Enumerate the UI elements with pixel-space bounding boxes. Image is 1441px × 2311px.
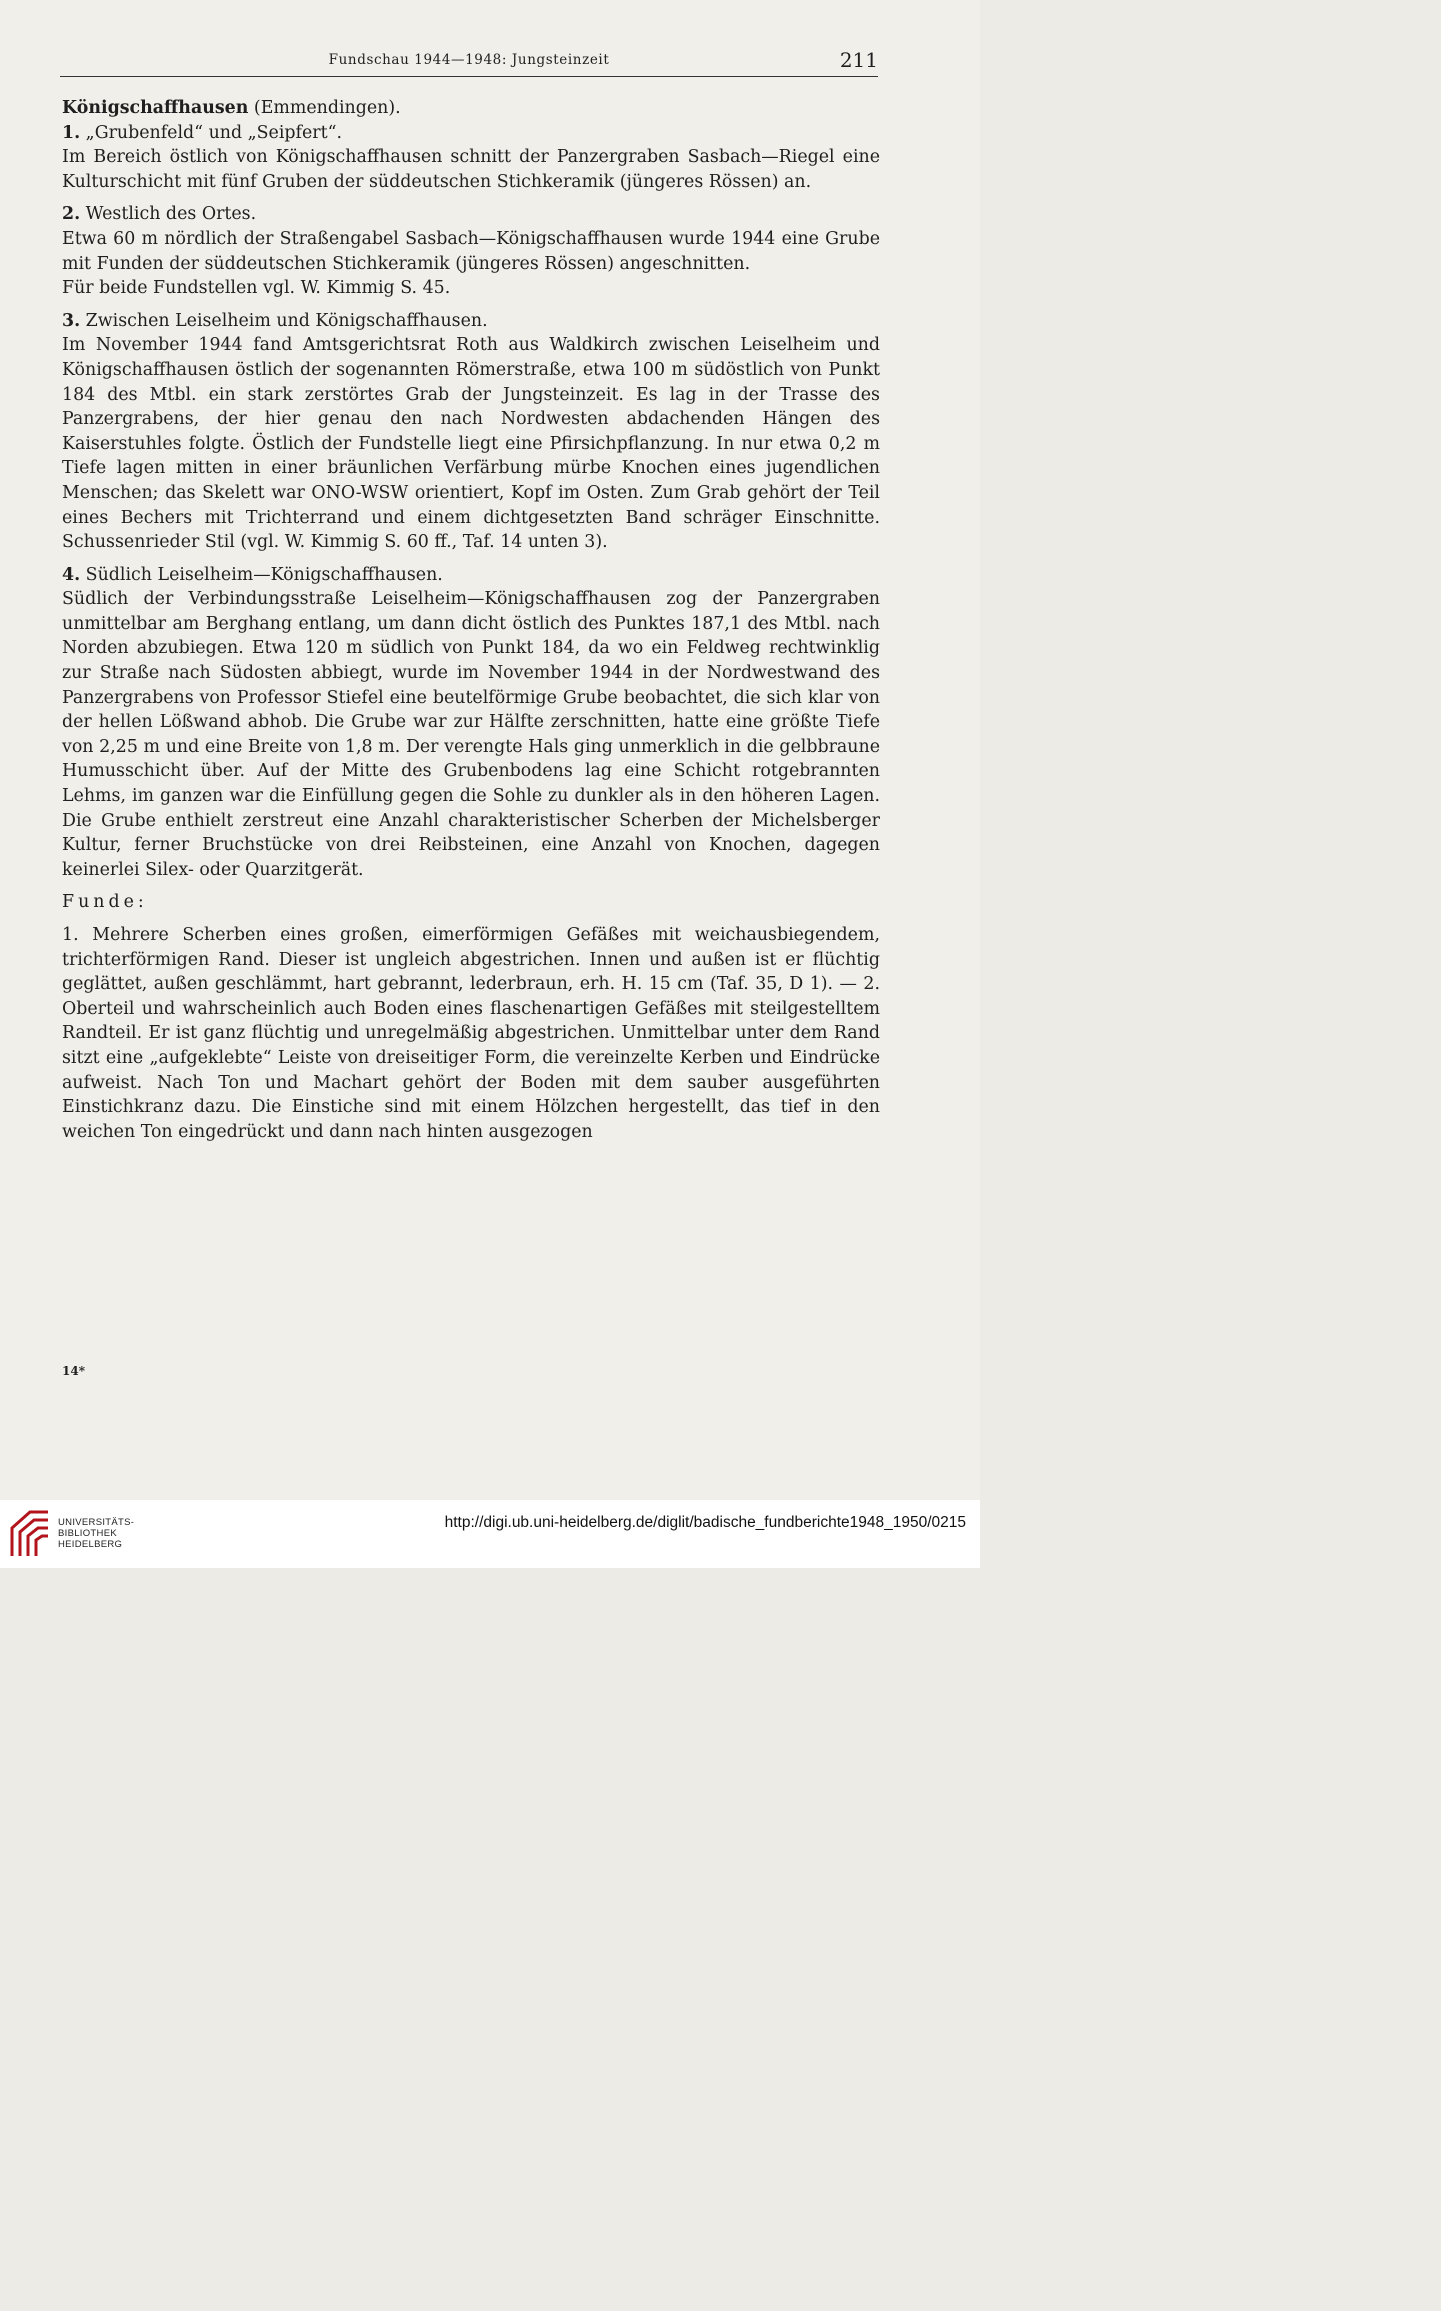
item-number: 1. [62,122,81,143]
article-body [62,96,880,1144]
running-title: Fundschau 1944—1948: Jungsteinzeit [328,52,610,68]
item-title: Westlich des Ortes. [80,204,257,225]
item-number: 4. [62,564,81,585]
item-number: 2. [62,204,81,225]
district-name: (Emmendingen). [248,98,401,118]
page-number: 211 [839,48,878,72]
item-heading-3 [62,309,880,334]
item-note-2: Für beide Fundstellen vgl. W. Kimmig S. 45. [62,278,451,299]
funde-heading: Funde: [62,892,148,913]
item-heading-2 [62,202,880,227]
item-number: 3. [62,310,81,331]
section-heading [62,96,880,121]
item-title: „Grubenfeld“ und „Seipfert“. [80,122,342,143]
digitization-footer [0,1500,980,1568]
document-page [0,0,980,1500]
item-text-3: Im November 1944 fand Amtsgerichtsrat Roth aus Waldkirch zwischen Leiselheim und Königschaffhausen östlich der sogenannten Römerstraße, etwa 100 m südöstlich von Punkt 184 des Mtbl. ein stark zerstörtes Grab der Jungsteinzeit. Es lag in der Trasse des Panzergrabens, der hier genau den nach Nordwesten abdachenden Hängen des Kaiserstuhles folgte. Östlich der Fundstelle liegt eine Pfirsichpflanzung. In nur etwa 0,2 m Tiefe lagen mitten in einer bräunlichen Verfärbung mürbe Knochen eines jugendlichen Menschen; das Skelett war ONO-WSW orientiert, Kopf im Osten. Zum Grab gehört der Teil eines Bechers mit Trichterrand und einem dichtgesetzten Band schräger Einschnitte. Schussenrieder Stil (vgl. W. Kimmig S. 60 ff., Taf. 14 unten 3). [62,335,880,553]
item-title: Südlich Leiselheim—Königschaffhausen. [80,564,443,585]
funde-text: 1. Mehrere Scherben eines großen, eimerförmigen Gefäßes mit weichausbiegendem, trichterförmigen Rand. Dieser ist ungleich abgestrichen. Innen und außen ist er flüchtig geglättet, außen geschlämmt, hart gebrannt, lederbraun, erh. H. 15 cm (Taf. 35, D 1). — 2. Oberteil und wahrscheinlich auch Boden eines flaschenartigen Gefäßes mit steilgestelltem Randteil. Er ist ganz flüchtig und unregelmäßig abgestrichen. Unmittelbar unter dem Rand sitzt eine „aufgeklebte“ Leiste von dreiseitiger Form, die vereinzelte Kerben und Eindrücke aufweist. Nach Ton und Machart gehört der Boden mit dem sauber ausgeführten Einstichkranz dazu. Die Einstiche sind mit einem Hölzchen hergestellt, das tief in den weichen Ton eingedrückt und dann nach hinten ausgezogen [62,925,880,1142]
ub-heidelberg-logo-icon [8,1508,54,1560]
library-name [58,1517,134,1550]
library-name-line: HEIDELBERG [58,1539,123,1550]
permalink-url[interactable]: http://digi.ub.uni-heidelberg.de/diglit/badische_fundberichte1948_1950/0215 [444,1514,966,1531]
item-title: Zwischen Leiselheim und Königschaffhausen. [80,310,488,331]
library-name-line: BIBLIOTHEK [58,1528,117,1539]
running-head [60,50,878,77]
library-name-line: UNIVERSITÄTS- [58,1517,135,1528]
item-text-2: Etwa 60 m nördlich der Straßengabel Sasbach—Königschaffhausen wurde 1944 eine Grube mit Funden der süddeutschen Stichkeramik (jüngeres Rössen) angeschnitten. [62,228,880,274]
place-name: Königschaffhausen [62,98,249,118]
item-heading-1 [62,121,880,146]
item-text-1: Im Bereich östlich von Königschaffhausen schnitt der Panzergraben Sasbach—Riegel eine Kulturschicht mit fünf Gruben der süddeutschen Stichkeramik (jüngeres Rössen) an. [62,147,880,192]
signature-mark: 14* [62,1364,85,1378]
item-text-4: Südlich der Verbindungsstraße Leiselheim—Königschaffhausen zog der Panzergraben unmittelbar am Berghang entlang, um dann dicht östlich des Punktes 187,1 des Mtbl. nach Norden abzubiegen. Etwa 120 m südlich von Punkt 184, da wo ein Feldweg rechtwinklig zur Straße nach Südosten abbiegt, wurde im November 1944 in der Nordwestwand des Panzergrabens von Professor Stiefel eine beutelförmige Grube beobachtet, die sich klar von der hellen Lößwand abhob. Die Grube war zur Hälfte zerschnitten, hatte eine größte Tiefe von 2,25 m und eine Breite von 1,8 m. Der verengte Hals ging unmerklich in die gelbbraune Humusschicht über. Auf der Mitte des Grubenbodens lag eine Schicht rotgebrannten Lehms, im ganzen war die Einfüllung gegen die Sohle zu dunkler als in den höheren Lagen. Die Grube enthielt zerstreut eine Anzahl charakteristischer Scherben der Michelsberger Kultur, ferner Bruchstücke von drei Reibsteinen, eine Anzahl von Knochen, dagegen keinerlei Silex- oder Quarzitgerät. [62,589,880,880]
item-heading-4 [62,563,880,588]
